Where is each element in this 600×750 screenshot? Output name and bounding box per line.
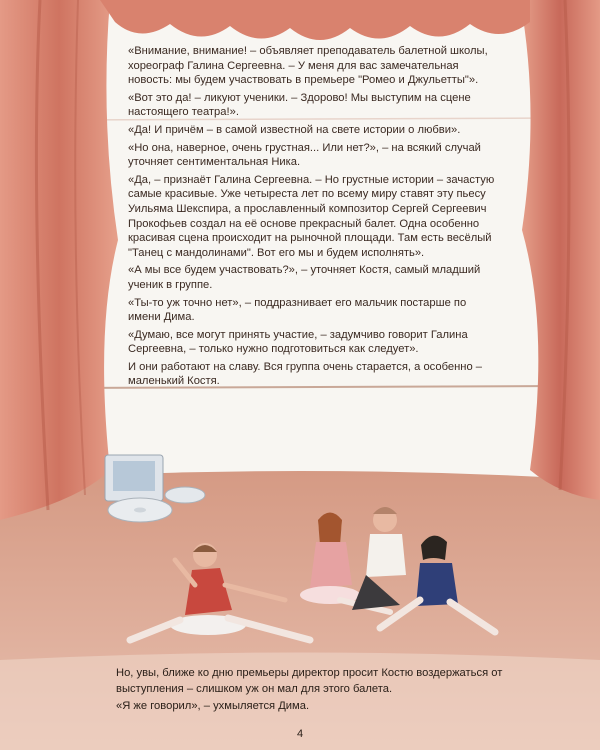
bottom-text bbox=[116, 666, 536, 717]
story-paragraph: «Да! И причём – в самой известной на свете истории о любви». bbox=[128, 123, 461, 136]
bottom-paragraph: Но, увы, ближе ко дню премьеры директор просит Костю воздержаться от выступления – слишком уж он мал для этого балета. bbox=[116, 667, 503, 695]
story-paragraph: «Ты-то уж точно нет», – поддразнивает его мальчик постарше по имени Дима. bbox=[128, 296, 467, 324]
story-paragraph: И они работают на славу. Вся группа очень старается, а особенно – маленький Костя. bbox=[128, 360, 483, 388]
story-paragraph: «Да, – признаёт Галина Сергеевна. – Но грустные истории – зачастую самые красивые. Уже четыреста лет по всему миру ставят эту пьесу Уильяма Шекспира, а прославленный композитор Сергей Сергеевич Прокофьев создал на её основе прекрасный балет. Одна особенно красивая сцена происходит на рыночной площади. Там есть весёлый "Танец с мандолинами". Вот его мы и будем исполнять». bbox=[128, 173, 495, 259]
story-paragraph: «А мы все будем участвовать?», – уточняет Костя, самый младший ученик в группе. bbox=[128, 264, 481, 291]
bottom-paragraph: «Я же говорил», – ухмыляется Дима. bbox=[116, 700, 310, 712]
page-number: 4 bbox=[296, 728, 304, 740]
story-paragraph: «Внимание, внимание! – объявляет преподаватель балетной школы, хореограф Галина Сергеевна. – У меня для вас замечательная новость: мы будем участвовать в премьере "Ромео и Джульетты"». bbox=[128, 45, 488, 87]
story-paragraph: «Думаю, все могут принять участие, – задумчиво говорит Галина Сергеевна, – только нужно подготовиться как следует». bbox=[128, 328, 468, 356]
story-paragraph: «Но она, наверное, очень грустная... Или нет?», – на всякий случай уточняет сентиментальная Ника. bbox=[128, 141, 481, 169]
story-paragraph: «Вот это да! – ликуют ученики. – Здорово! Мы выступим на сцене настоящего театра!». bbox=[128, 91, 471, 119]
story-text bbox=[128, 44, 498, 392]
left-curtain bbox=[0, 0, 118, 520]
